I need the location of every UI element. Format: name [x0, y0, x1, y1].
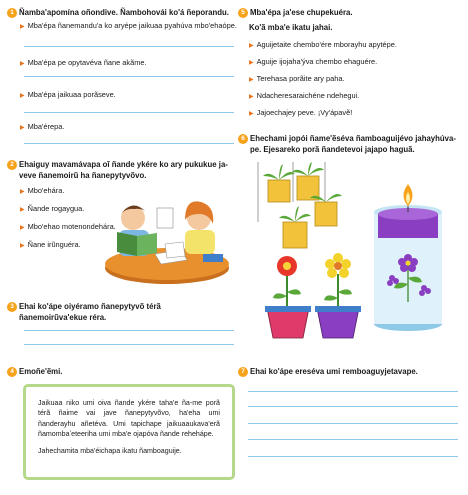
q2-item-1-text: Mbo'ehára.: [27, 186, 65, 195]
q1-item-2-text: Mba'épa pe opytavéva ñane akãme.: [27, 58, 147, 67]
question-3-title: Ehai ko'ápe oiyéramo ñanepytyvõ térã ñanemoirũva'ekue réra.: [19, 302, 161, 322]
answer-line[interactable]: [24, 76, 234, 77]
number-badge-7: 7: [238, 367, 248, 377]
question-1-title: Ñamba'apomína oñondive. Ñambohovái ko'á ñeporandu.: [19, 8, 229, 17]
answer-line[interactable]: [24, 344, 234, 345]
answer-line[interactable]: [248, 391, 458, 392]
answer-line[interactable]: [24, 143, 234, 144]
number-badge-6: 6: [238, 134, 248, 144]
number-badge-3: 3: [7, 302, 17, 312]
q5-item-2-text: Aguije ijojaha'ýva chembo ehaguére.: [256, 57, 378, 66]
number-badge-2: 2: [7, 160, 17, 170]
question-7-title: Ehai ko'ápe ereséva umi remboaguyjetavape.: [250, 367, 418, 376]
q1-item-1-text: Mba'épa ñanemandu'a ko aryépe jaikuaa pyahúva mbo'ehaópe.: [27, 21, 237, 30]
answer-line[interactable]: [248, 406, 458, 407]
q5-item-5-text: Jajoechajey peve. ¡Vy'ápavẽ!: [256, 108, 353, 117]
q5-item-3: ▶ Terehasa porãite ary paha.: [249, 74, 345, 83]
reading-box: [23, 384, 235, 480]
question-2-title: Ehaiguy mavamávapa oĩ ñande ykére ko ary pukukue ja-veve ñanemoirũ ha ñanepytyvõvo.: [19, 160, 228, 180]
q2-item-4-text: Ñane irũnguéra.: [27, 240, 81, 249]
answer-line[interactable]: [24, 46, 234, 47]
answer-line[interactable]: [24, 330, 234, 331]
q5-item-2: ▶ Aguije ijojaha'ýva chembo ehaguére.: [249, 57, 378, 66]
q1-item-1: ▶ Mba'épa ñanemandu'a ko aryépe jaikuaa pyahúva mbo'ehaópe.: [20, 21, 237, 30]
q5-item-1: ▶ Aguijetaite chembo'ére mborayhu apytépe.: [249, 40, 397, 49]
q2-item-1: ▶ Mbo'ehára.: [20, 186, 65, 195]
number-badge-5: 5: [238, 8, 248, 18]
q2-item-2-text: Ñande rogaygua.: [27, 204, 85, 213]
q5-item-3-text: Terehasa porãite ary paha.: [256, 74, 345, 83]
q5-item-4: ▶ Ndacheresaraichéne ndehegui.: [249, 91, 360, 100]
q1-item-3: ▶ Mba'épa jaikuaa porãseve.: [20, 90, 116, 99]
reading-paragraph-2: Jahechamita mba'éichapa ikatu ñamboaguije.: [38, 446, 182, 455]
question-6-title: Ehechami jopói ñame'ẽséva ñamboaguijévo jahayhúva-pe. Ejesareko porã ñandetevoi jajapo haguã.: [250, 134, 456, 154]
answer-line[interactable]: [24, 112, 234, 113]
answer-line[interactable]: [248, 423, 458, 424]
q1-item-2: ▶ Mba'épa pe opytavéva ñane akãme.: [20, 58, 147, 67]
q1-item-4: ▶ Mba'érepa.: [20, 122, 65, 131]
question-5-subtitle: Ko'ã mba'e ikatu jahai.: [249, 23, 333, 32]
children-reading-illustration: [95, 198, 240, 290]
q2-item-3: ▶ Mbo'ehao motenondehára.: [20, 222, 116, 231]
answer-line[interactable]: [248, 439, 458, 440]
number-badge-4: 4: [7, 367, 17, 377]
question-4-title: Emoñe'ẽmi.: [19, 367, 63, 376]
q1-item-4-text: Mba'érepa.: [27, 122, 65, 131]
q5-item-4-text: Ndacheresaraichéne ndehegui.: [256, 91, 360, 100]
reading-paragraph-1: Jaikuaa niko umi oiva ñande ykére taha'e ña-me porã térã ñaime vai jave ñanepytyvõvo, ha'eha umi ñanderayhu añetéva. Umi tapichape jaikuaaukava'erã ñamombaʼeteeriha umi mba'e ojapóva ñande rehehápe.: [38, 399, 220, 439]
q5-item-1-text: Aguijetaite chembo'ére mborayhu apytépe.: [256, 40, 397, 49]
potted-plants-illustration: [243, 162, 353, 250]
number-badge-1: 1: [7, 8, 17, 18]
candle-illustration: [372, 182, 444, 332]
q2-item-3-text: Mbo'ehao motenondehára.: [27, 222, 116, 231]
q2-item-2: ▶ Ñande rogaygua.: [20, 204, 85, 213]
q1-item-3-text: Mba'épa jaikuaa porãseve.: [27, 90, 116, 99]
q5-item-5: ▶ Jajoechajey peve. ¡Vy'ápavẽ!: [249, 108, 353, 117]
answer-line[interactable]: [248, 456, 458, 457]
flower-pots-illustration: [262, 252, 367, 342]
question-5-title: Mba'épa ja'ese chupekuéra.: [250, 8, 353, 17]
q2-item-4: ▶ Ñane irũnguéra.: [20, 240, 81, 249]
